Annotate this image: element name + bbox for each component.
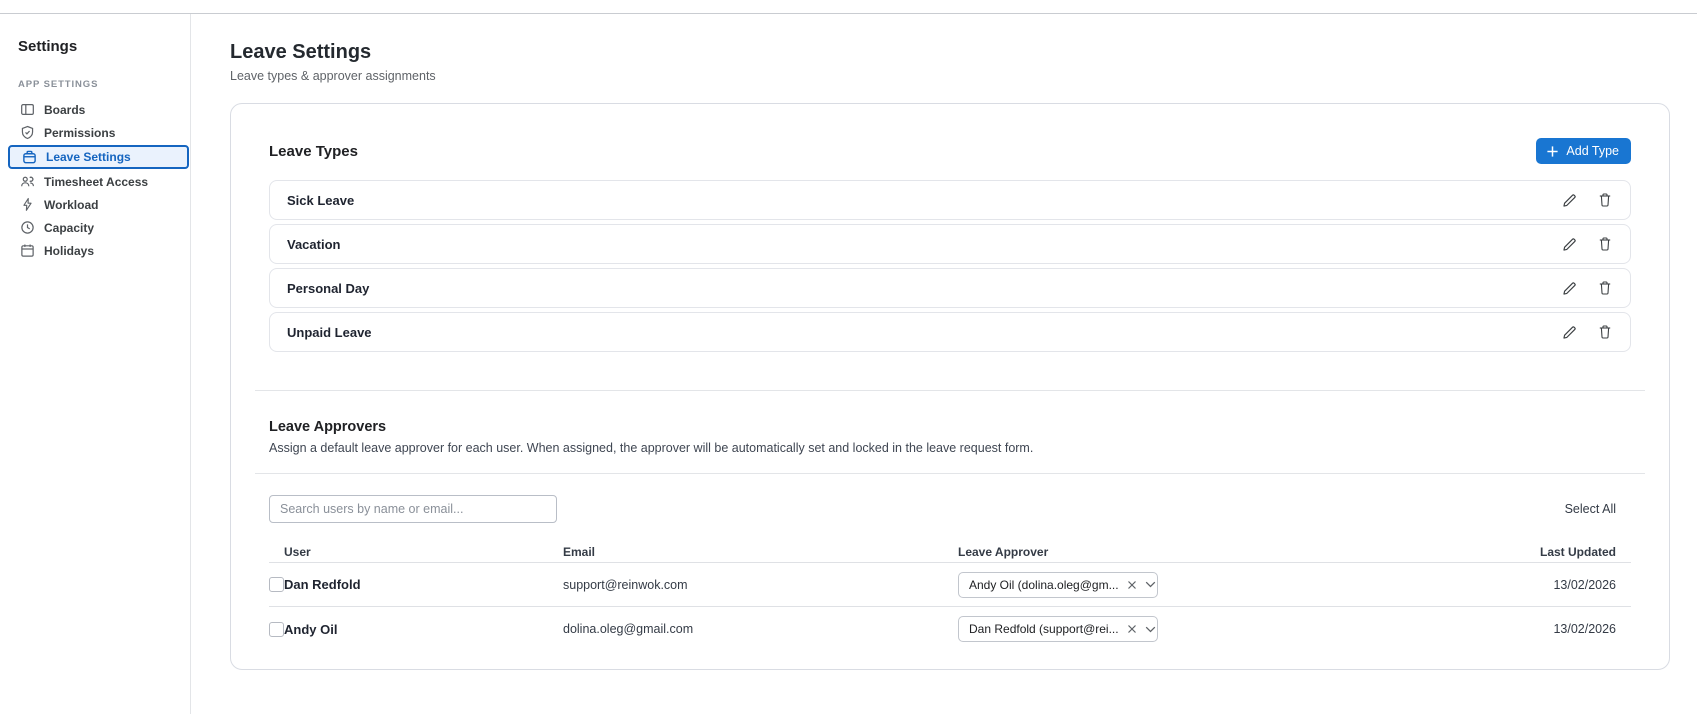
chevron-down-icon[interactable] — [1145, 626, 1156, 633]
leave-type-name: Vacation — [287, 236, 341, 252]
row-actions — [1558, 277, 1616, 299]
table-row — [269, 563, 1631, 607]
edit-pencil-icon — [1561, 236, 1578, 253]
sidebar-item-label: Workload — [44, 197, 99, 212]
select-all-button[interactable]: Select All — [1565, 502, 1631, 516]
last-updated-value: 13/02/2026 — [1553, 622, 1616, 636]
clock-icon — [20, 220, 35, 235]
approvers-divider — [255, 473, 1645, 474]
sidebar-item-workload[interactable] — [0, 193, 190, 216]
edit-button[interactable] — [1558, 189, 1580, 211]
sidebar-item-boards[interactable] — [0, 98, 190, 121]
people-icon — [20, 174, 35, 189]
approvers-table — [269, 541, 1631, 651]
sidebar-item-permissions[interactable] — [0, 121, 190, 144]
clear-icon[interactable] — [1127, 624, 1137, 634]
calendar-bag-icon — [22, 150, 37, 165]
delete-button[interactable] — [1594, 189, 1616, 211]
leave-type-name: Personal Day — [287, 280, 370, 296]
delete-trash-icon — [1597, 192, 1613, 208]
leave-type-list — [269, 180, 1631, 352]
leave-types-header — [269, 138, 1631, 164]
sidebar-item-holidays[interactable] — [0, 239, 190, 262]
leave-approvers-description: Assign a default leave approver for each user. When assigned, the approver will be automatically set and locked in the leave request form. — [269, 441, 1034, 455]
table-header-row — [269, 541, 1631, 563]
delete-button[interactable] — [1594, 321, 1616, 343]
chevron-down-icon[interactable] — [1145, 581, 1156, 588]
main-content — [192, 14, 1697, 714]
column-header-last-updated: Last Updated — [1539, 544, 1616, 559]
add-type-button-label: Add Type — [1566, 144, 1619, 158]
leave-approvers-heading: Leave Approvers — [269, 419, 387, 435]
shield-icon — [20, 125, 35, 140]
last-updated-value: 13/02/2026 — [1553, 577, 1616, 592]
sidebar-title: Settings — [18, 38, 78, 55]
leave-type-row — [269, 312, 1631, 352]
approver-select-value: Dan Redfold (support@rei... — [969, 622, 1119, 636]
column-header-user: User — [284, 544, 311, 559]
sidebar-item-leave-settings[interactable] — [8, 145, 189, 169]
approver-select-value: Andy Oil (dolina.oleg@gm... — [969, 577, 1119, 592]
add-type-button[interactable] — [1536, 138, 1631, 164]
delete-trash-icon — [1597, 236, 1613, 252]
leave-type-row — [269, 224, 1631, 264]
row-actions — [1558, 233, 1616, 255]
edit-pencil-icon — [1561, 280, 1578, 297]
plus-icon — [1546, 145, 1559, 158]
edit-button[interactable] — [1558, 277, 1580, 299]
leave-type-row — [269, 180, 1631, 220]
search-input[interactable] — [269, 495, 557, 523]
column-header-email: Email — [563, 544, 596, 559]
sidebar-item-label: Capacity — [44, 220, 95, 235]
sidebar-item-label: Timesheet Access — [44, 174, 149, 189]
sidebar-item-label: Leave Settings — [46, 150, 131, 164]
delete-trash-icon — [1597, 280, 1613, 296]
row-actions — [1558, 189, 1616, 211]
section-divider — [255, 390, 1645, 391]
approver-select[interactable] — [958, 572, 1158, 598]
user-name: Dan Redfold — [284, 577, 361, 592]
leave-settings-card — [230, 103, 1670, 670]
column-header-leave-approver: Leave Approver — [958, 544, 1049, 559]
user-name: Andy Oil — [284, 621, 338, 637]
sidebar-item-label: Boards — [44, 102, 86, 117]
bolt-icon — [20, 197, 35, 212]
edit-pencil-icon — [1561, 324, 1578, 341]
delete-trash-icon — [1597, 324, 1613, 340]
search-row — [269, 495, 1631, 523]
delete-button[interactable] — [1594, 277, 1616, 299]
edit-button[interactable] — [1558, 233, 1580, 255]
sidebar-section-label: APP SETTINGS — [18, 79, 99, 90]
page-subtitle: Leave types & approver assignments — [230, 69, 436, 83]
leave-type-row — [269, 268, 1631, 308]
user-email: support@reinwok.com — [563, 577, 688, 592]
board-icon — [20, 102, 35, 117]
leave-type-name: Unpaid Leave — [287, 324, 372, 340]
page-title: Leave Settings — [230, 41, 372, 63]
row-actions — [1558, 321, 1616, 343]
leave-type-name: Sick Leave — [287, 192, 355, 208]
sidebar-item-capacity[interactable] — [0, 216, 190, 239]
edit-pencil-icon — [1561, 192, 1578, 209]
sidebar-item-label: Holidays — [44, 243, 95, 258]
row-checkbox[interactable] — [269, 622, 284, 637]
sidebar-item-label: Permissions — [44, 125, 116, 140]
clear-icon[interactable] — [1127, 580, 1137, 590]
settings-sidebar — [0, 14, 191, 714]
user-email: dolina.oleg@gmail.com — [563, 622, 694, 636]
row-checkbox[interactable] — [269, 577, 284, 592]
approver-select[interactable] — [958, 616, 1158, 642]
leave-types-heading: Leave Types — [269, 142, 358, 160]
table-row — [269, 607, 1631, 651]
delete-button[interactable] — [1594, 233, 1616, 255]
calendar-icon — [20, 243, 35, 258]
sidebar-item-timesheet-access[interactable] — [0, 170, 190, 193]
edit-button[interactable] — [1558, 321, 1580, 343]
